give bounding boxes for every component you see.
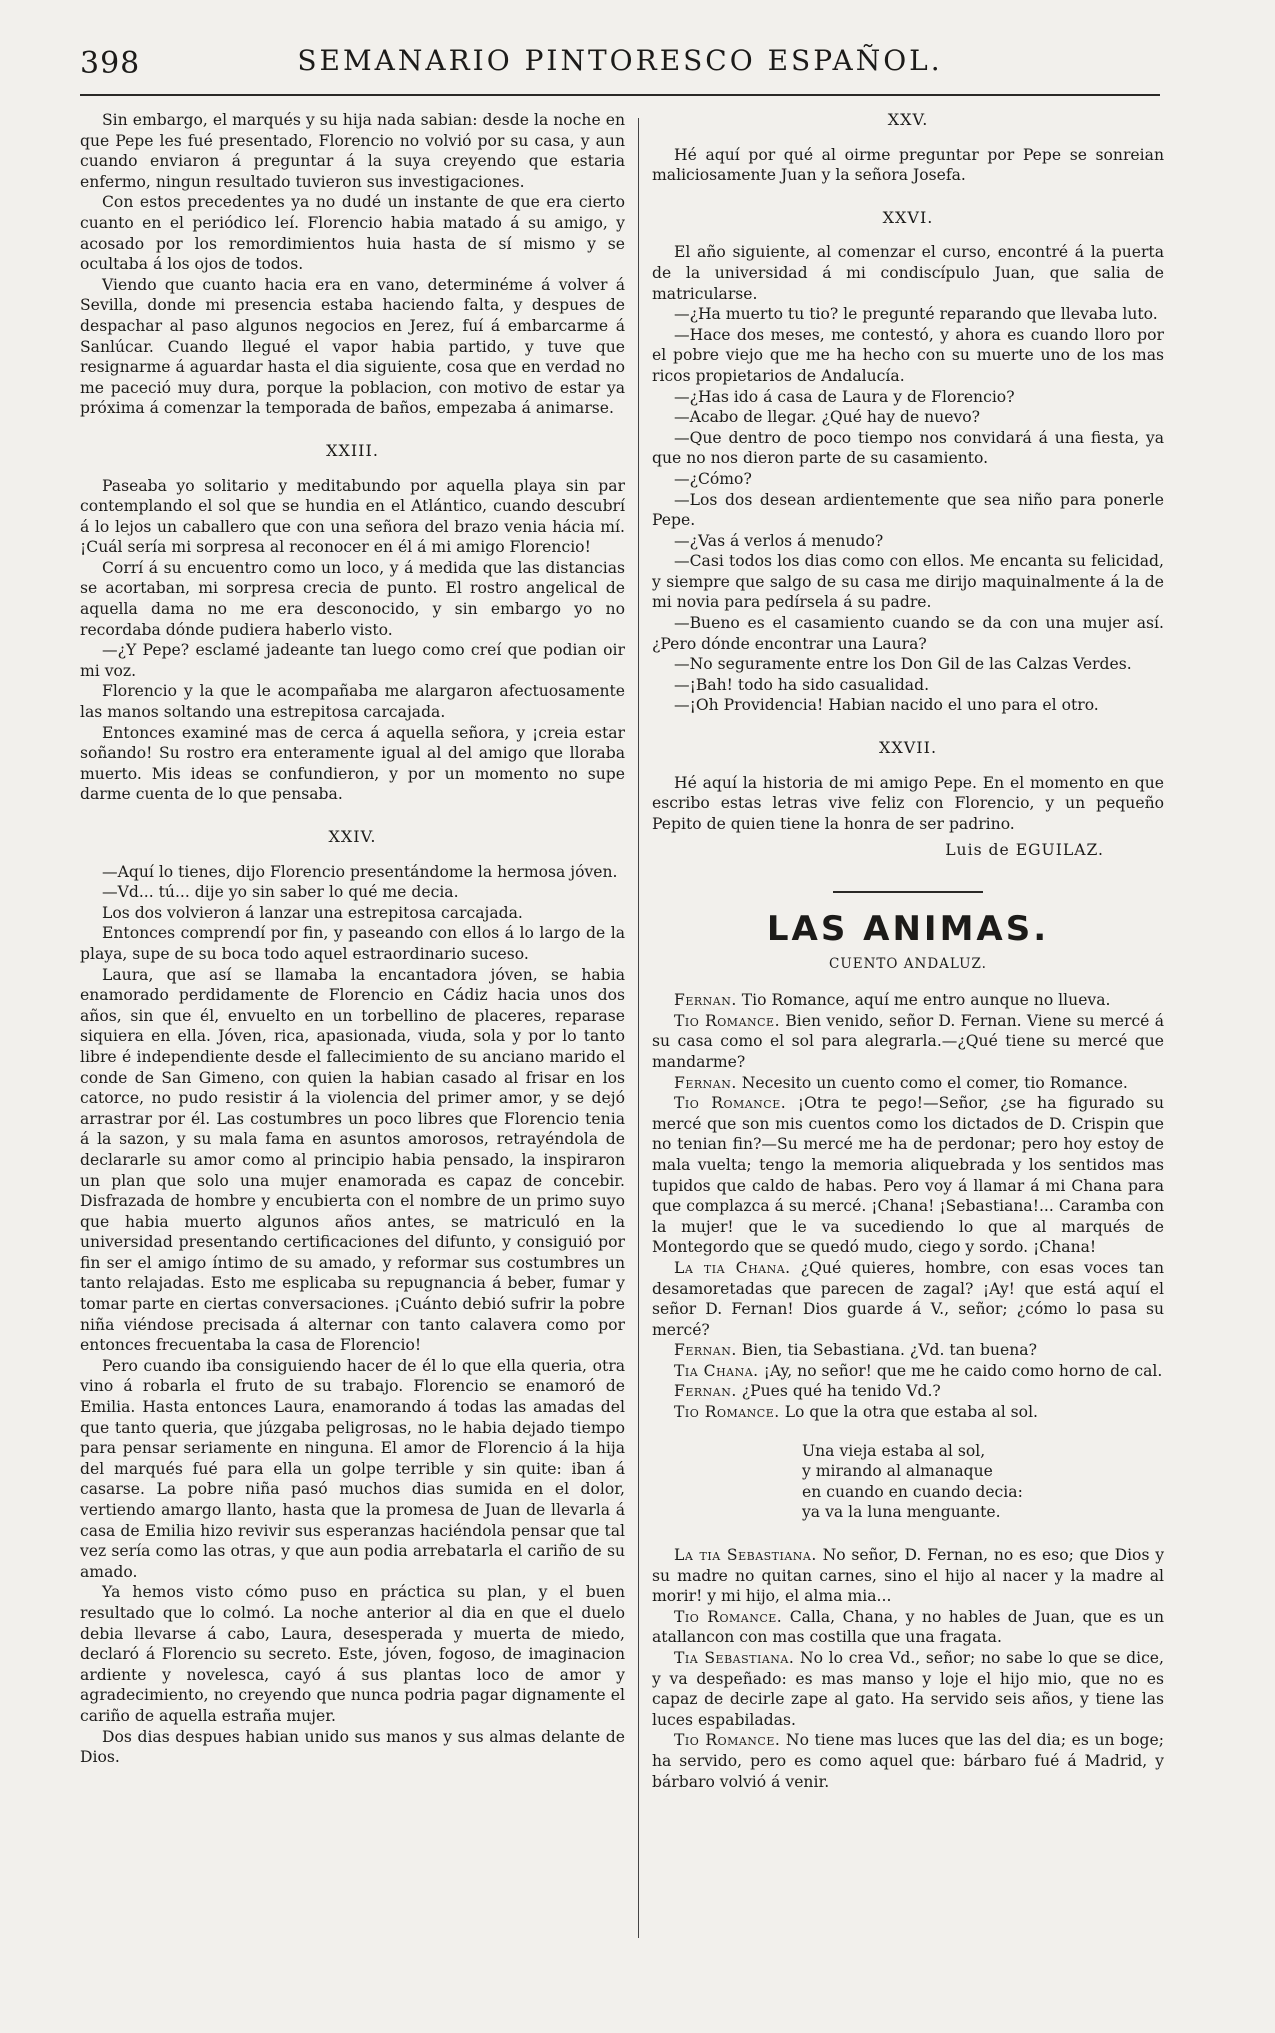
dialogue-line	[652, 1648, 1164, 1730]
header-rule	[80, 94, 1160, 96]
dialogue-text: ¿Pues qué ha tenido Vd.?	[741, 1382, 941, 1401]
paragraph: —¡Oh Providencia! Habian nacido el uno para el otro.	[674, 696, 1099, 715]
dialogue-line	[652, 1011, 1164, 1073]
speaker-name: Tio Romance.	[674, 1094, 787, 1113]
paragraph: —Aquí lo tienes, dijo Florencio presentándome la hermosa jóven.	[102, 862, 618, 881]
dialogue-text: Calla, Chana, y no hables de Juan, que es un atallancon con mas costilla que una fragata.	[652, 1607, 1164, 1647]
section-heading-xxv: XXV.	[887, 110, 929, 129]
paragraph: Laura, que así se llamaba la encantadora jóven, se habia enamorado perdidamente de Florencio en Cádiz hacia unos dos años, sin que él, envuelto en un torbellino de placeres, reparase siquiera en ella. Jóven, rica, apasionada, viuda, sola y por lo tanto libre é independiente desde el fallecimiento de su anciano marido el conde de San Gimeno, con quien la habian casado al frisar en los catorce, no pudo resistir á la violencia del primer amor, y se dejó arrastrar por él. Las costumbres un poco libres que Florencio tenia á la sazon, y su mala fama en asuntos amorosos, retrayéndola de declararle su amor como al principio habia pensado, la inspiraron un plan que solo una mujer enamorada es capaz de concebir. Disfrazada de hombre y encubierta con el nombre de un primo suyo que habia muerto algunos años antes, se matriculó en la universidad presentando certificaciones del difunto, y consiguió por fin ser el amigo íntimo de su amado, y reformar sus costumbres un tanto relajadas. Esto me esplicaba su repugnancia á beber, fumar y tomar parte en ciertas conversaciones. ¡Cuánto debió sufrir la pobre niña viéndose precisada á alternar con tanto calavera como por entonces frecuentaba la casa de Florencio!	[80, 965, 625, 1355]
left-column	[80, 110, 625, 1768]
paragraph: Pero cuando iba consiguiendo hacer de él lo que ella queria, otra vino á robarla el fruto de su trabajo. Florencio se enamoró de Emilia. Hasta entonces Laura, enamorando á todas las amadas del que tanto queria, que júzgaba peligrosas, no le habia dejado tiempo para pensar seriamente en ninguna. El amor de Florencio á la hija del marqués fué para ella un golpe terrible y sin quite: iban á casarse. La pobre niña pasó muchos dias sumida en el dolor, vertiendo amargo llanto, hasta que la promesa de Juan de llevarla á casa de Emilia hizo revivir sus esperanzas haciéndola pensar que tal vez sería como las otras, y que aun podia arrebatarla el cariño de su amado.	[80, 1356, 625, 1581]
dialogue-text: Tio Romance, aquí me entro aunque no llueva.	[741, 991, 1111, 1010]
right-column	[652, 110, 1164, 1792]
speaker-name: Tia Sebastiana.	[674, 1649, 795, 1667]
verse-line: Una vieja estaba al sol,	[802, 1441, 986, 1460]
dialogue-text: ¡Ay, no señor! que me he caido como horno de cal.	[763, 1361, 1163, 1380]
dialogue-line	[652, 1545, 1164, 1607]
author-signature: Luis de EGUILAZ.	[945, 841, 1104, 860]
dialogue-text: Bien, tia Sebastiana. ¿Vd. tan buena?	[741, 1341, 1037, 1360]
speaker-name: La tia Chana.	[674, 1258, 791, 1277]
paragraph: Corrí á su encuentro como un loco, y á medida que las distancias se acortaban, mi sorpresa crecia de punto. El rostro angelical de aquella dama no me era desconocido, y sin embargo yo no recordaba dónde pudiera haberlo visto.	[80, 558, 625, 639]
speaker-name: Tio Romance.	[674, 1731, 781, 1750]
speaker-name: Tio Romance.	[674, 1607, 783, 1626]
paragraph: —Vd... tú... dije yo sin saber lo qué me decia.	[102, 883, 459, 902]
speaker-name: Fernan.	[674, 991, 737, 1010]
dialogue-line	[652, 1607, 1164, 1648]
paragraph: —¿Y Pepe? esclamé jadeante tan luego como creí que podian oir mi voz.	[80, 641, 625, 680]
section-heading-xxvii: XXVII.	[878, 738, 938, 758]
dialogue-text: Lo que la otra que estaba al sol.	[784, 1403, 1039, 1422]
speaker-name: Tio Romance.	[674, 1403, 780, 1422]
running-title: SEMANARIO PINTORESCO ESPAÑOL.	[297, 44, 943, 77]
paragraph: —Hace dos meses, me contestó, y ahora es cuando lloro por el pobre viejo que me ha hecho con su muerte uno de los mas ricos propietarios de Andalucía.	[652, 325, 1164, 385]
section-heading-xxiii: XXIII.	[326, 440, 379, 460]
paragraph: Los dos volvieron á lanzar una estrepitosa carcajada.	[102, 903, 523, 922]
paragraph: Hé aquí por qué al oirme preguntar por Pepe se sonreian maliciosamente Juan y la señora Josefa.	[652, 145, 1164, 185]
dialogue-line	[652, 1381, 1164, 1402]
story-separator	[833, 891, 983, 893]
dialogue-text: ¡Otra te pego!—Señor, ¿se ha figurado su mercé que son mis cuentos como los dictados de D. Crispin que no tenian fin?—Su mercé me ha de perdonar; pero hoy estoy de mala vuelta; tengo la memoria aliquebrada y los sentidos mas tupidos que caldo de habas. Pero voy á llamar á mi Chana para que complazca á su mercé. ¡Chana! ¡Sebastiana!... Caramba con la mujer! que le va sucediendo lo que al marqués de Montegordo que se quedó mudo, ciego y sordo. ¡Chana!	[652, 1094, 1164, 1257]
paragraph: Paseaba yo solitario y meditabundo por aquella playa sin par contemplando el sol que se hundia en el Atlántico, cuando descubrí á lo lejos un caballero que con una señora del brazo venia hácia mí. ¡Cuál sería mi sorpresa al reconocer en él á mi amigo Florencio!	[80, 476, 625, 557]
paragraph: —Casi todos los dias como con ellos. Me encanta su felicidad, y siempre que salgo de su casa me dirijo maquinalmente á la de mi novia para pedírsela á su padre.	[652, 552, 1164, 612]
paragraph: Entonces comprendí por fin, y paseando con ellos á lo largo de la playa, supe de su boca todo aquel estraordinario suceso.	[80, 924, 625, 963]
paragraph: Con estos precedentes ya no dudé un instante de que era cierto cuanto en el periódico leí. Florencio habia matado á su amigo, y acosado por los remordimientos huia hasta de sí mismo y se ocultaba á los ojos de todos.	[80, 193, 625, 274]
paragraph: Hé aquí la historia de mi amigo Pepe. En el momento en que escribo estas letras vive feliz con Florencio, y un pequeño Pepito de quien tiene la honra de ser padrino.	[652, 773, 1164, 833]
dialogue-text: No tiene mas luces que las del dia; es un boge; ha servido, pero es como aquel que: bárbaro fué á Madrid, y bárbaro volvió á venir.	[652, 1731, 1164, 1791]
paragraph: —Acabo de llegar. ¿Qué hay de nuevo?	[674, 408, 981, 427]
story-title: LAS ANIMAS.	[766, 909, 1050, 949]
dialogue-text: Bien venido, señor D. Fernan. Viene su mercé á su casa como el sol para alegrarla.—¿Qué tiene su mercé que mandarme?	[652, 1011, 1164, 1071]
dialogue-text: No lo crea Vd., señor; no sabe lo que se dice, y va despeñado: es mas manso y loje el hijo mio, que no es capaz de decirle zape al gato. Ha servido seis años, y tiene las luces espabiladas.	[652, 1649, 1164, 1729]
verse-block	[802, 1441, 1164, 1523]
paragraph: Sin embargo, el marqués y su hija nada sabian: desde la noche en que Pepe les fué presentado, Florencio no volvió por su casa, y aun cuando enviaron á preguntar á la suya creyendo que estaria enfermo, ningun resultado tuvieron sus investigaciones.	[80, 111, 625, 191]
paragraph: —¿Ha muerto tu tio? le pregunté reparando que llevaba luto.	[674, 305, 1158, 324]
paragraph: Dos dias despues habian unido sus manos y sus almas delante de Dios.	[80, 1727, 625, 1767]
dialogue-text: ¿Qué quieres, hombre, con esas voces tan desamoretadas que parecen de zagal? ¡Ay! que está aquí el señor D. Fernan! Dios guarde á V., señor; ¿cómo lo pasa su mercé?	[652, 1258, 1164, 1339]
speaker-name: Fernan.	[674, 1073, 737, 1092]
section-heading-xxvi: XXVI.	[882, 207, 934, 227]
verse-line: y mirando al almanaque	[802, 1462, 993, 1481]
verse-line: ya va la luna menguante.	[802, 1503, 1001, 1522]
dialogue-line	[652, 1073, 1164, 1094]
speaker-name: Fernan.	[674, 1382, 737, 1401]
dialogue-line	[652, 1402, 1164, 1423]
dialogue-line	[652, 1730, 1164, 1792]
paragraph: Florencio y la que le acompañaba me alargaron afectuosamente las manos soltando una estrepitosa carcajada.	[80, 682, 625, 722]
speaker-name: La tia Sebastiana.	[674, 1546, 817, 1565]
paragraph: —Los dos desean ardientemente que sea niño para ponerle Pepe.	[652, 490, 1164, 530]
dialogue-line	[652, 1258, 1164, 1340]
paragraph: —¡Bah! todo ha sido casualidad.	[674, 675, 930, 694]
page-number: 398	[80, 46, 141, 81]
speaker-name: Tia Chana.	[674, 1361, 759, 1380]
speaker-name: Tio Romance.	[674, 1011, 781, 1030]
paragraph: —¿Has ido á casa de Laura y de Florencio?	[674, 387, 1015, 406]
story-subtitle: CUENTO ANDALUZ.	[829, 955, 987, 972]
paragraph: —Bueno es el casamiento cuando se da con una mujer así. ¿Pero dónde encontrar una Laura?	[652, 614, 1164, 653]
paragraph: Entonces examiné mas de cerca á aquella señora, y ¡creia estar soñando! Su rostro era enteramente igual al del amigo que lloraba muerto. Mis ideas se confundieron, y por un momento no supe darme cuenta de lo que pensaba.	[80, 723, 625, 804]
dialogue-line	[652, 1340, 1164, 1361]
paragraph: —No seguramente entre los Don Gil de las Calzas Verdes.	[674, 655, 1132, 674]
dialogue-line	[652, 990, 1164, 1011]
paragraph: Ya hemos visto cómo puso en práctica su plan, y el buen resultado que lo colmó. La noche anterior al dia en que el duelo debia llevarse á cabo, Laura, desesperada y muerta de miedo, declaró á Florencio su secreto. Este, jóven, fogoso, de imaginacion ardiente y novelesca, cayó á sus plantas loco de amor y agradecimiento, no creyendo que nunca podria pagar dignamente el cariño de aquella estraña mujer.	[80, 1583, 625, 1725]
paragraph: El año siguiente, al comenzar el curso, encontré á la puerta de la universidad á mi condiscípulo Juan, que salia de matricularse.	[652, 243, 1164, 303]
speaker-name: Fernan.	[674, 1341, 737, 1360]
dialogue-text: Necesito un cuento como el comer, tio Romance.	[741, 1073, 1128, 1092]
column-divider	[638, 118, 639, 1938]
dialogue-text: No señor, D. Fernan, no es eso; que Dios y su madre no quitan carnes, sino el hijo al nacer y la madre al morir! y mi hijo, el alma mia...	[652, 1546, 1164, 1606]
paragraph: —¿Vas á verlos á menudo?	[674, 531, 884, 550]
paragraph: —¿Cómo?	[674, 469, 752, 488]
paragraph: —Que dentro de poco tiempo nos convidará á una fiesta, ya que no nos dieron parte de su casamiento.	[652, 428, 1164, 468]
page-header	[80, 40, 1160, 100]
dialogue-line	[652, 1093, 1164, 1258]
verse-line: en cuando en cuando decia:	[802, 1482, 1023, 1501]
section-heading-xxiv: XXIV.	[328, 827, 377, 846]
dialogue-line	[652, 1361, 1164, 1382]
paragraph: Viendo que cuanto hacia era en vano, determinéme á volver á Sevilla, donde mi presencia estaba haciendo falta, y despues de despachar al paso algunos negocios en Jerez, fuí á embarcarme á Sanlúcar. Cuando llegué el vapor habia partido, y tuve que resignarme á aguardar hasta el dia siguiente, cosa que en verdad no me paceció muy dura, porque la poblacion, con motivo de estar ya próxima á comenzar la temporada de baños, empezaba á animarse.	[80, 275, 625, 418]
